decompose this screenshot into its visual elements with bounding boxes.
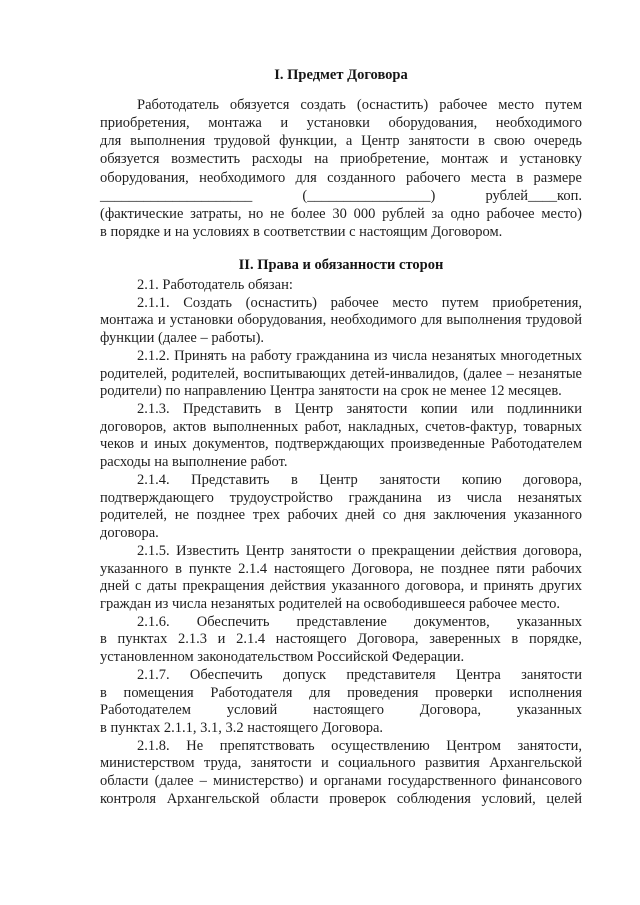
paragraph-line: подтверждающего трудоустройство гражданина из числа незанятых	[100, 489, 582, 506]
paragraph-line: родителей, родителей, воспитывающих детей-инвалидов, (далее – незанятые	[100, 365, 582, 382]
paragraph-line: в порядке и на условиях в соответствии с настоящим Договором.	[100, 223, 503, 240]
paragraph-line: контроля Архангельской области проверок соблюдения условий, целей	[100, 790, 582, 807]
paragraph-line: граждан из числа незанятых родителей на освободившееся рабочее место.	[100, 595, 561, 612]
paragraph-line: 2.1.1. Создать (оснастить) рабочее место путем приобретения,	[137, 294, 582, 311]
paragraph-line: 2.1.4. Представить в Центр занятости копию договора,	[137, 471, 582, 488]
clause-2-1-7	[100, 667, 582, 738]
clause-subject	[100, 96, 582, 241]
paragraph-line: 2.1. Работодатель обязан:	[137, 277, 293, 293]
amount-blank-line: _____________________ (_________________) рублей____коп.	[100, 187, 582, 204]
paragraph-line: министерством труда, занятости и социального развития Архангельской	[100, 755, 582, 772]
paragraph-line: 2.1.3. Представить в Центр занятости копии или подлинники	[137, 401, 582, 418]
paragraph-line: области (далее – министерство) и органами государственного финансового	[100, 773, 582, 790]
paragraph-line: дней с даты прекращения действия указанного договора, и принять других	[100, 578, 582, 595]
clause-2-1-3	[100, 401, 582, 472]
paragraph-line: для выполнения трудовой функции, а Центр занятости в свою очередь	[100, 133, 582, 150]
paragraph-line: оборудования, необходимого для созданного рабочего места в размере	[100, 169, 582, 186]
section-heading-rights-and-obligations: II. Права и обязанности сторон	[238, 257, 444, 273]
paragraph-line: (фактические затраты, но не более 30 000 рублей за одно рабочее место)	[100, 205, 582, 222]
paragraph-line: родители) по направлению Центра занятости на срок не менее 12 месяцев.	[100, 383, 562, 400]
clause-2-1-2	[100, 348, 582, 401]
section-rights-and-obligations	[100, 277, 582, 809]
paragraph-line: монтажа и установки оборудования, необходимого для выполнения трудовой	[100, 312, 582, 329]
paragraph-line: 2.1.5. Известить Центр занятости о прекращении действия договора,	[137, 542, 582, 559]
paragraph-line: Работодатель обязуется создать (оснастить) рабочее место путем	[137, 97, 582, 113]
clause-2-1-5	[100, 543, 582, 614]
paragraph-line: 2.1.2. Принять на работу гражданина из числа незанятых многодетных	[137, 347, 582, 364]
paragraph-line: 2.1.7. Обеспечить допуск представителя Центра занятости	[137, 666, 582, 683]
section-subject-of-contract	[100, 96, 582, 241]
paragraph-line: 2.1.8. Не препятствовать осуществлению Центром занятости,	[137, 737, 582, 754]
clause-2-1-4	[100, 472, 582, 543]
clause-2-1-8	[100, 738, 582, 809]
paragraph-line: функции (далее – работы).	[100, 330, 265, 347]
paragraph-line: Работодателем условий настоящего Договора, указанных	[100, 702, 582, 719]
clause-2-1	[100, 277, 582, 295]
section-heading-subject-of-contract: I. Предмет Договора	[274, 67, 408, 83]
paragraph-line: установленном законодательством Российской Федерации.	[100, 649, 465, 666]
paragraph-line: в пунктах 2.1.1, 3.1, 3.2 настоящего Договора.	[100, 719, 384, 736]
paragraph-line: обязуется возместить расходы на приобретение, монтаж и установку	[100, 151, 582, 168]
paragraph-line: договора.	[100, 525, 159, 542]
paragraph-line: 2.1.6. Обеспечить представление документов, указанных	[137, 613, 582, 630]
paragraph-line: указанного в пункте 2.1.4 настоящего Договора, не позднее пяти рабочих	[100, 560, 582, 577]
clause-2-1-6	[100, 614, 582, 667]
paragraph-line: в пунктах 2.1.3 и 2.1.4 настоящего Договора, заверенных в порядке,	[100, 631, 582, 648]
clause-2-1-1	[100, 295, 582, 348]
paragraph-line: расходы на выполнение работ.	[100, 454, 288, 471]
paragraph-line: родителей, не позднее трех рабочих дней со дня заключения указанного	[100, 507, 582, 524]
paragraph-line: в помещения Работодателя для проведения проверки исполнения	[100, 684, 582, 701]
paragraph-line: приобретения, монтажа и установки оборудования, необходимого	[100, 115, 582, 132]
paragraph-line: чеков и иных документов, подтверждающих произведенные Работодателем	[100, 436, 582, 453]
paragraph-line: договоров, актов выполненных работ, накладных, счетов-фактур, товарных	[100, 418, 582, 435]
